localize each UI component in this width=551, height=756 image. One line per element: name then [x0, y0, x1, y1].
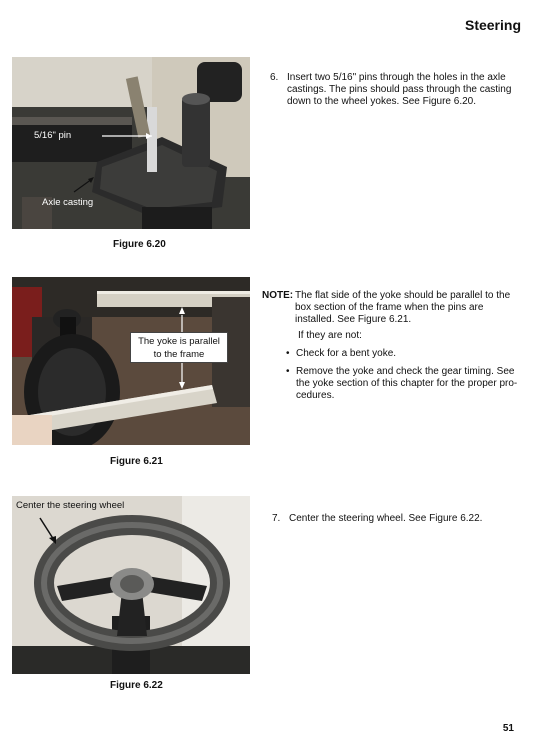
list-item: • Check for a bent yoke. [286, 348, 526, 360]
step-text: Center the steering wheel. See Figure 6.22. [289, 513, 483, 524]
page-header-title: Steering [464, 17, 521, 33]
note-body: The flat side of the yoke should be parallel to the box section of the frame when the pins are installed. See Figure 6.21. [295, 290, 511, 325]
axle-casting-label: Axle casting [42, 197, 94, 208]
note-bullet-list [286, 348, 526, 408]
center-wheel-label: Center the steering wheel [16, 500, 125, 511]
step-number: 7. [272, 513, 281, 524]
figure-6-22-caption: Figure 6.22 [110, 680, 163, 691]
step-text: Insert two 5/16" pins through the holes in the axle castings. The pins should pass through the casting down to the wheel yokes. See Figure 6.20. [287, 72, 512, 107]
pin-label: 5/16" pin [34, 130, 72, 141]
figure-6-21-photo [12, 277, 250, 445]
steering-wheel-image [12, 496, 250, 674]
figure-6-20-caption: Figure 6.20 [113, 239, 166, 250]
page-number: 51 [502, 723, 514, 734]
figure-6-22-photo [12, 496, 250, 674]
figure-6-21-caption: Figure 6.21 [110, 456, 163, 467]
list-item: • Remove the yoke and check the gear timing. See the yoke section of this chapter for the proper pro- cedures. [286, 366, 526, 402]
note-condition: If they are not: [298, 330, 362, 341]
step-number: 6. [270, 72, 279, 83]
yoke-callout-box: The yoke is parallel to the frame [130, 332, 228, 363]
figure-6-20-photo [12, 57, 250, 229]
note-label: NOTE: [262, 290, 294, 301]
